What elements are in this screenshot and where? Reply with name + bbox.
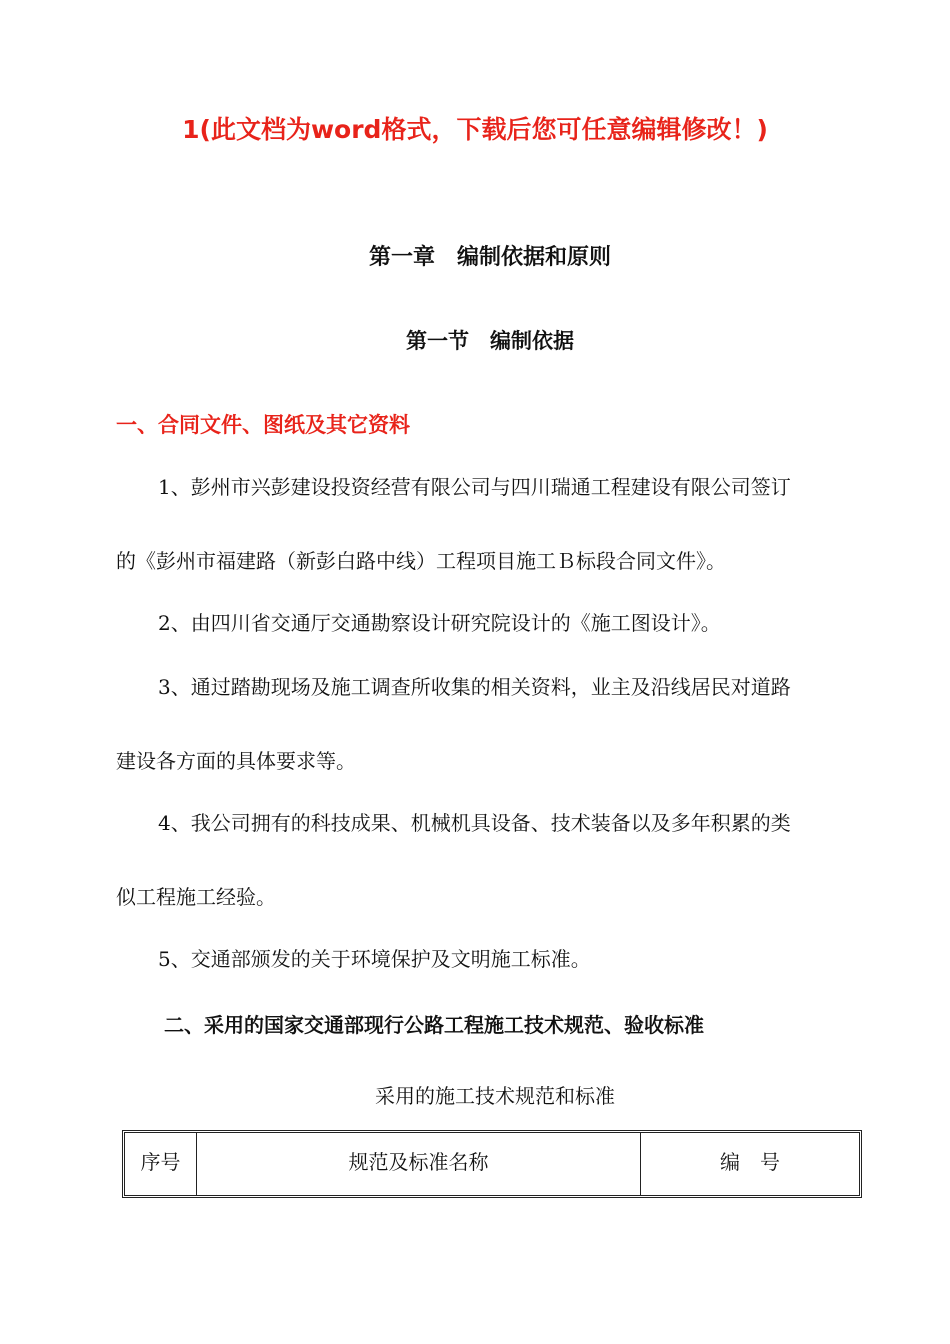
- heading-contract-documents: 一、合同文件、图纸及其它资料: [116, 412, 410, 437]
- item-4-line-2: 似工程施工经验。: [116, 885, 276, 909]
- item-1-line-1: 1、彭州市兴彭建设投资经营有限公司与四川瑞通工程建设有限公司签订: [158, 475, 791, 499]
- table-header-name: 规范及标准名称: [197, 1133, 641, 1195]
- table-header-index: 序号: [125, 1133, 197, 1195]
- standards-table: [122, 1130, 862, 1198]
- table-title: 采用的施工技术规范和标准: [375, 1084, 615, 1108]
- item-2-line-1: 2、由四川省交通厅交通勘察设计研究院设计的《施工图设计》。: [158, 611, 721, 635]
- table-header-code: 编 号: [720, 1149, 780, 1174]
- item-1-line-2: 的《彭州市福建路（新彭白路中线）工程项目施工Ｂ标段合同文件》。: [116, 549, 726, 573]
- section-title: 第一节 编制依据: [406, 328, 574, 353]
- heading-standards: 二、采用的国家交通部现行公路工程施工技术规范、验收标准: [164, 1013, 704, 1037]
- document-notice: 1(此文档为word格式，下载后您可任意编辑修改！): [182, 115, 768, 144]
- chapter-title: 第一章 编制依据和原则: [368, 244, 611, 270]
- item-3-line-1: 3、通过踏勘现场及施工调查所收集的相关资料，业主及沿线居民对道路: [158, 675, 791, 699]
- item-4-line-1: 4、我公司拥有的科技成果、机械机具设备、技术装备以及多年积累的类: [158, 811, 791, 835]
- item-3-line-2: 建设各方面的具体要求等。: [116, 749, 356, 773]
- item-5-line-1: 5、交通部颁发的关于环境保护及文明施工标准。: [158, 947, 591, 971]
